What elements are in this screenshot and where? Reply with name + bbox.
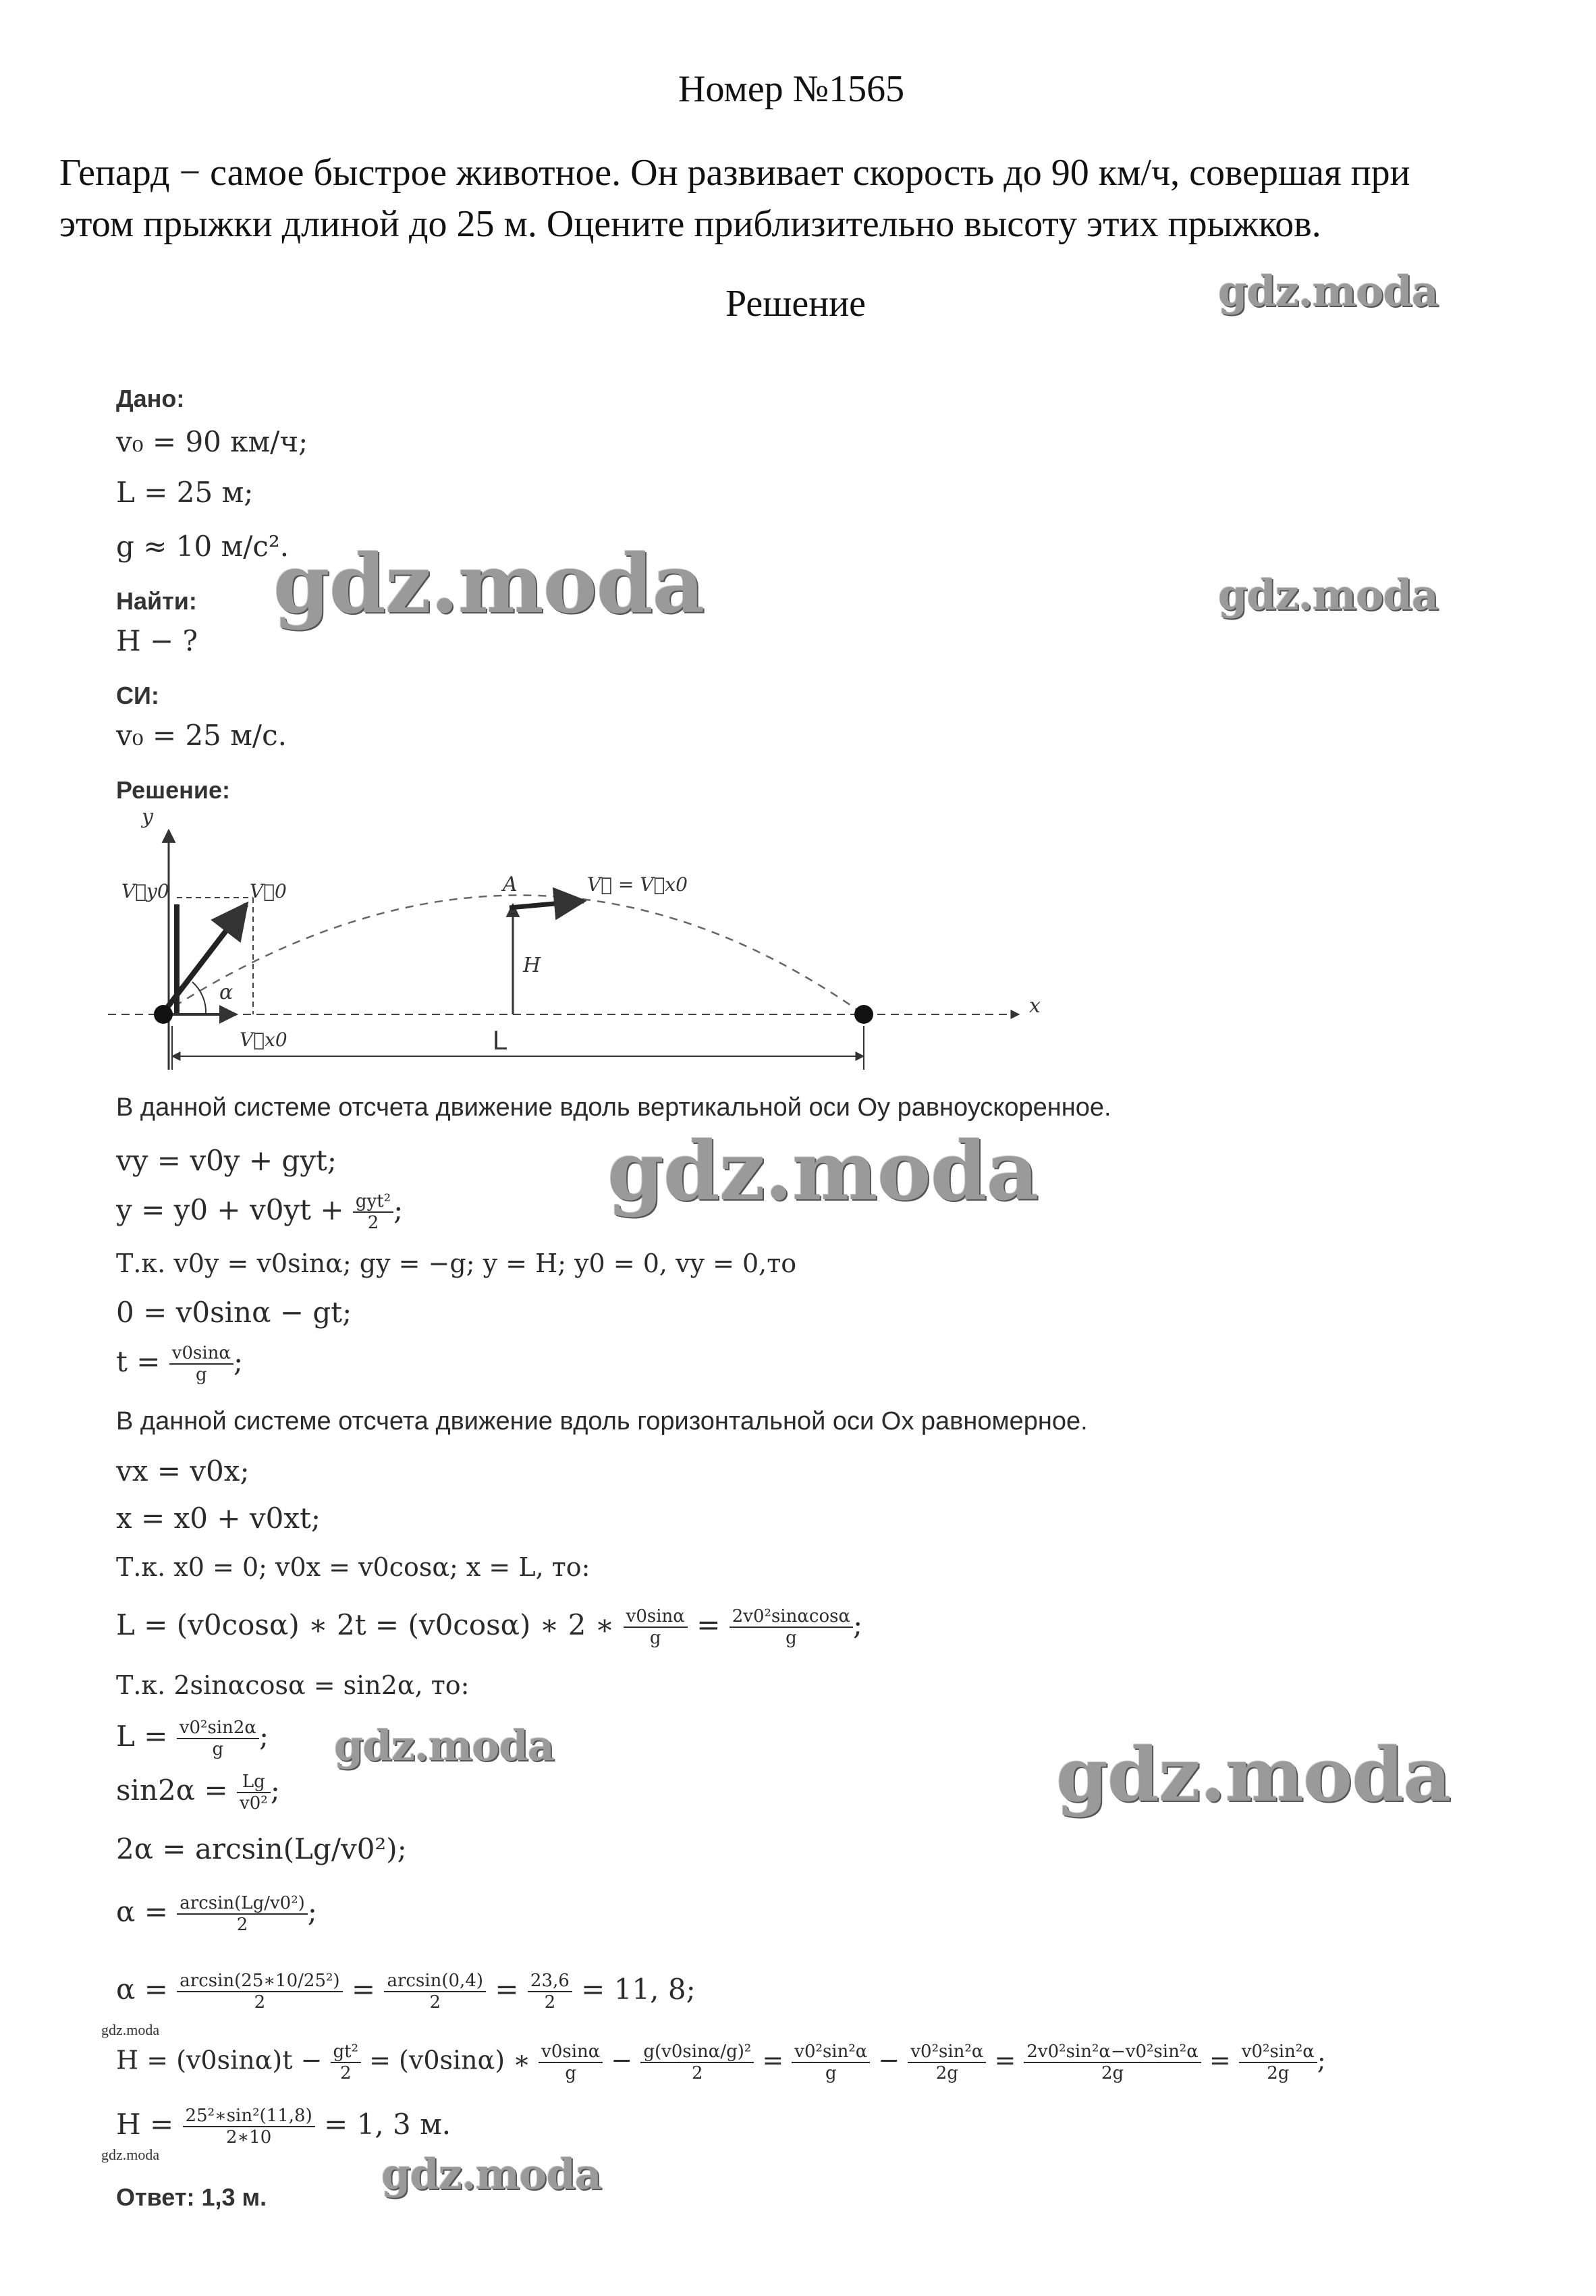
step-condition-horizontal: Т.к. x0 = 0; v0x = v0cosα; x = L, то: xyxy=(116,1552,590,1582)
solution-label: Решение: xyxy=(116,776,231,804)
angle-arc xyxy=(192,982,206,1014)
given-v0: v₀ = 90 км/ч; xyxy=(116,425,308,458)
watermark: gdz.moda xyxy=(273,537,705,632)
step-length-equation: L = (v0cosα) ∗ 2t = (v0cosα) ∗ 2 ∗ $\frac{v0\sin\alpha}{g}$ = $\frac{\text{2v0²sinαcosα}}{g}$ ; xyxy=(116,1606,863,1648)
given-label: Дано: xyxy=(116,385,185,412)
label-y-axis: y xyxy=(142,805,153,829)
step-alpha-formula: α = $\frac{\text{arcsin(Lg/v0²)}}{2}$ ; xyxy=(116,1893,317,1935)
watermark: gdz.moda xyxy=(1218,267,1438,316)
label-vy0: V⃗y0 xyxy=(121,880,169,902)
si-label: СИ: xyxy=(116,682,159,709)
answer: Ответ: 1,3 м. xyxy=(116,2183,267,2211)
find-label: Найти: xyxy=(116,587,197,615)
step-alpha-value: α = $\frac{\text{arcsin(25∗10/25²)}}{2}$ = $\frac{\arcsin(0,4)}{2}$ = $\frac{23,6}{2}$ = 11, 8; xyxy=(116,1971,696,2013)
step-y-equation: y = y0 + v0yt + $\frac{\text{gyt²}}{2}$ ; xyxy=(116,1191,404,1233)
step-condition-vertical: Т.к. v0y = v0sinα; gy = −g; y = H; y0 = 0, vy = 0,то xyxy=(116,1249,797,1278)
end-point xyxy=(854,1005,873,1024)
task-text-line-2: этом прыжки длиной до 25 м. Оцените приблизительно высоту этих прыжков. xyxy=(59,203,1321,245)
label-alpha: α xyxy=(219,981,233,1004)
step-length-sin2a: L = $\frac{\text{v0²sin2α}}{g}$ ; xyxy=(116,1718,269,1759)
label-v0: V⃗0 xyxy=(250,880,287,902)
step-vx-equation: vx = v0x; xyxy=(116,1454,250,1487)
vector-v-top xyxy=(510,901,584,908)
step-horizontal-description: В данной системе отсчета движение вдоль горизонтальной оси Ox равномерное. xyxy=(116,1407,1088,1436)
watermark: gdz.moda xyxy=(101,2021,160,2038)
step-height-derivation: H = (v0sinα)t − $\frac{\text{gt²}}{2}$ = (v0sinα) ∗ $\frac{v0\sin\alpha}{g}$ − $\frac{\text{g(v0sinα/g)²}}{2}$ = $\frac{\text{v0²sin²α}}{g}$ − $\frac{\text{v0²sin²α}}{2g}$ = $\frac{\text{2v0²sin²α−v0²sin²α}}{2g}$ = $\frac{\text{v0²sin²α}}{2g}$ ; xyxy=(116,2042,1326,2083)
label-x-axis: x xyxy=(1029,994,1041,1018)
label-l: L xyxy=(493,1026,508,1056)
start-point xyxy=(154,1005,173,1024)
label-v-top: V⃗ = V⃗x0 xyxy=(587,873,688,896)
page-title: Номер №1565 xyxy=(678,68,905,110)
label-point-a: A xyxy=(503,873,518,896)
trajectory-diagram xyxy=(101,803,1080,1080)
watermark: gdz.moda xyxy=(1218,570,1438,620)
find-value: H − ? xyxy=(116,624,198,657)
step-time-equation: t = $\frac{v0\sin\alpha}{g}$ ; xyxy=(116,1343,244,1385)
step-sin2a: sin2α = $\frac{Lg}{\text{v0²}}$ ; xyxy=(116,1772,280,1813)
watermark: gdz.moda xyxy=(101,2146,160,2163)
step-2alpha: 2α = arcsin(Lg/v0²); xyxy=(116,1832,407,1865)
step-x-equation: x = x0 + v0xt; xyxy=(116,1502,321,1535)
solution-heading: Решение xyxy=(725,283,866,325)
watermark: gdz.moda xyxy=(381,2150,601,2199)
label-h: H xyxy=(523,954,541,977)
label-vx0: V⃗x0 xyxy=(240,1029,287,1051)
given-g: g ≈ 10 м/с². xyxy=(116,530,290,563)
task-text-line-1: Гепард − самое быстрое животное. Он развивает скорость до 90 км/ч, совершая при xyxy=(59,152,1410,194)
step-zero-equation: 0 = v0sinα − gt; xyxy=(116,1296,352,1329)
watermark: gdz.moda xyxy=(607,1124,1039,1219)
step-vertical-description: В данной системе отсчета движение вдоль вертикальной оси Oy равноускоренное. xyxy=(116,1093,1111,1122)
watermark: gdz.moda xyxy=(1056,1731,1451,1818)
given-length: L = 25 м; xyxy=(116,476,254,509)
watermark: gdz.moda xyxy=(334,1721,554,1770)
si-value: v₀ = 25 м/с. xyxy=(116,719,287,752)
step-vy-equation: vy = v0y + gyt; xyxy=(116,1144,337,1177)
step-identity: Т.к. 2sinαcosα = sin2α, то: xyxy=(116,1670,470,1700)
step-height-value: H = $\frac{\text{25²∗sin²(11,8)}}{2∗10}$ = 1, 3 м. xyxy=(116,2106,451,2148)
